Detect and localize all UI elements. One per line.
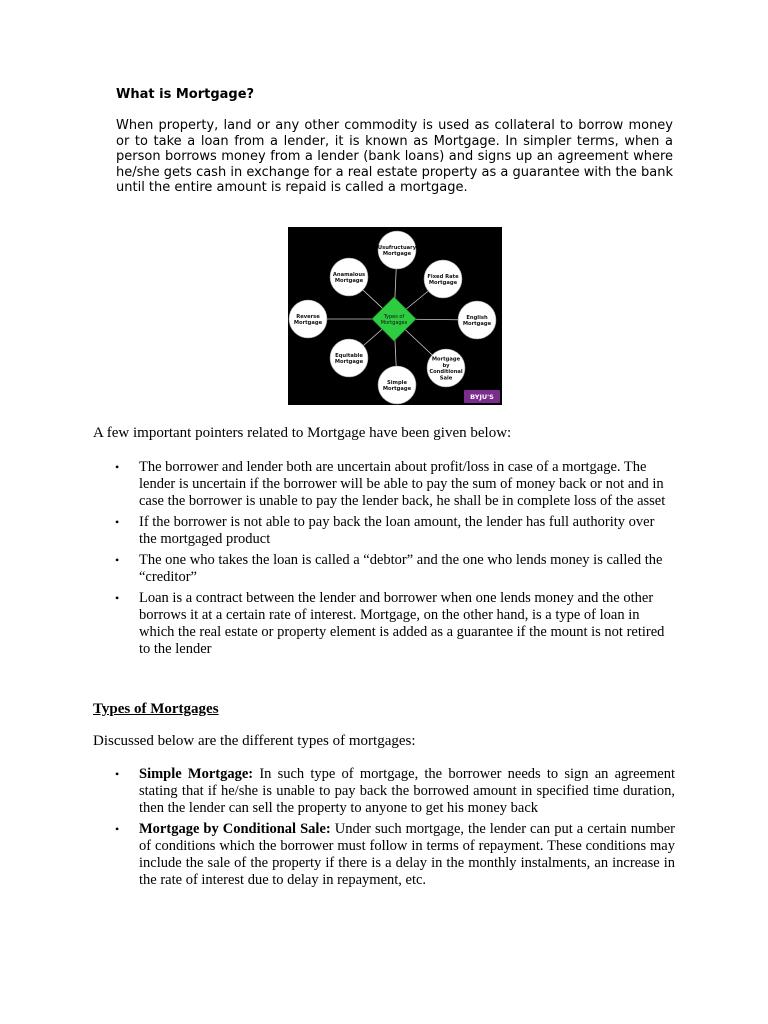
- list-item: [93, 821, 675, 889]
- node-label: Anamalous: [332, 271, 366, 278]
- list-item: [93, 590, 673, 658]
- bullet-icon: •: [115, 822, 120, 836]
- node-label: Mortgage: [431, 356, 461, 363]
- diagram-node: [427, 349, 465, 387]
- list-item: [93, 459, 673, 510]
- node-label: by: [442, 362, 450, 369]
- type-term: Simple Mortgage:: [139, 766, 254, 782]
- node-label: Mortgage: [428, 280, 458, 287]
- list-item: [93, 766, 675, 817]
- diagram-node: [330, 339, 368, 377]
- bullet-icon: •: [115, 460, 120, 474]
- node-label: Mortgage: [382, 386, 412, 393]
- logo-text: BYJU'S: [470, 393, 494, 401]
- bullet-icon: •: [115, 591, 120, 605]
- node-label: Reverse: [296, 313, 320, 320]
- node-label: Mortgage: [334, 278, 364, 285]
- types-list: [93, 766, 675, 893]
- pointer-text: The one who takes the loan is called a “debtor” and the one who lends money is called the “creditor”: [139, 552, 663, 585]
- node-label: Conditional: [429, 369, 463, 376]
- type-text: In such type of mortgage, the borrower needs to sign an agreement stating that if he/she is unable to pay back the borrowed amount in specified time duration, then the lender can sell the property to anyone to get his money back: [139, 766, 675, 816]
- types-intro: Discussed below are the different types of mortgages:: [93, 733, 416, 749]
- node-label: Mortgage: [462, 321, 492, 328]
- page-title: What is Mortgage?: [116, 87, 255, 102]
- bullet-icon: •: [115, 767, 120, 781]
- node-label: Fixed Rate: [427, 273, 459, 280]
- diagram-node: [289, 300, 327, 338]
- diagram-node: [378, 366, 416, 404]
- diagram-svg: [288, 227, 502, 405]
- node-label: Usufructuary: [377, 244, 417, 251]
- intro-paragraph: When property, land or any other commodity is used as collateral to borrow money or to take a loan from a lender, it is known as Mortgage. In simpler terms, when a person borrows money from a lender (bank loans) and signs up an agreement where he/she gets cash in exchange for a real estate property as a guarantee with the bank until the entire amount is repaid is called a mortgage.: [116, 118, 673, 195]
- node-label: Sale: [439, 375, 453, 382]
- pointer-text: The borrower and lender both are uncertain about profit/loss in case of a mortgage. The lender is uncertain if the borrower will be able to pay the sum of money back or not and in case the borrower is unable to pay the lender back, he shall be in complete loss of the asset: [139, 459, 666, 509]
- node-label: Mortgage: [293, 320, 323, 327]
- mortgage-types-diagram: [288, 227, 502, 405]
- node-label: Equitable: [335, 352, 363, 359]
- list-item: [93, 514, 673, 548]
- pointers-intro: A few important pointers related to Mortgage have been given below:: [93, 425, 512, 441]
- bullet-icon: •: [115, 515, 120, 529]
- list-item: [93, 552, 673, 586]
- type-text: Under such mortgage, the lender can put a certain number of conditions which the borrower must follow in terms of repayment. These conditions may include the sale of the property if there is a delay in the monthly instalments, an increase in the rate of interest due to delay in repayment, etc.: [139, 821, 675, 888]
- node-label: Simple: [387, 379, 407, 386]
- pointers-list: [93, 459, 673, 662]
- diagram-node: [378, 231, 417, 269]
- diagram-node: [330, 258, 368, 296]
- bullet-icon: •: [115, 553, 120, 567]
- center-label: Types of: [383, 314, 405, 320]
- center-label: Mortgages: [380, 320, 408, 327]
- diagram-node: [424, 260, 462, 298]
- types-heading: Types of Mortgages: [93, 701, 219, 717]
- pointer-text: Loan is a contract between the lender and borrower when one lends money and the other borrows it at a certain rate of interest. Mortgage, on the other hand, is a type of loan in which the real estate or property element is added as a guarantee if the mount is not retired to the lender: [139, 590, 665, 657]
- diagram-node: [458, 301, 496, 339]
- node-label: Mortgage: [334, 359, 364, 366]
- node-label: English: [466, 314, 488, 321]
- type-term: Mortgage by Conditional Sale:: [139, 821, 331, 837]
- node-label: Mortgage: [382, 251, 412, 258]
- pointer-text: If the borrower is not able to pay back the loan amount, the lender has full authority over the mortgaged product: [139, 514, 655, 547]
